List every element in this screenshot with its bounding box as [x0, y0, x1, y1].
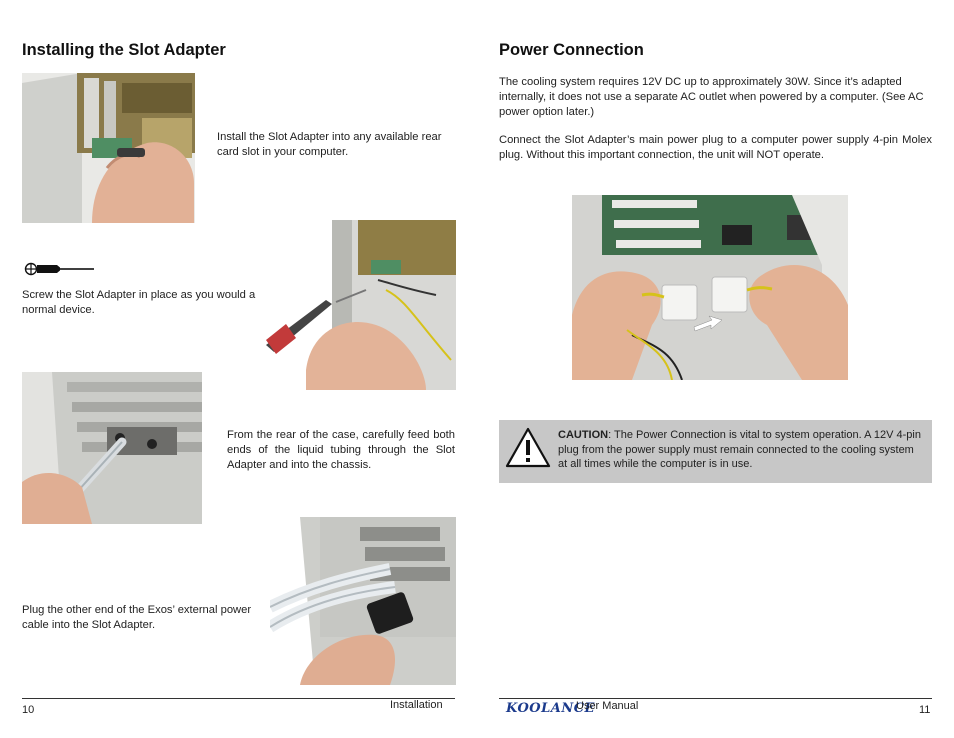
photo-feed-tubing	[22, 372, 202, 524]
photo-molex-connection	[572, 195, 848, 380]
caution-body: : The Power Connection is vital to system operation. A 12V 4-pin plug from the power supply must remain connected to the cooling system at all times while the computer is in use.	[558, 429, 921, 471]
left-page-number: 10	[22, 704, 35, 716]
koolance-logo: KOOLANCE	[506, 701, 595, 716]
screwdriver-icon	[24, 262, 94, 281]
step-1-text: Install the Slot Adapter into any available rear card slot in your computer.	[217, 131, 442, 158]
photo-install-slot-adapter	[22, 73, 195, 223]
photo-plug-power-cable	[270, 517, 456, 685]
step-3-text: From the rear of the case, carefully feed both ends of the liquid tubing through the Slot Adapter and into the chassis.	[227, 429, 455, 471]
warning-triangle-icon	[505, 426, 551, 473]
photo-screw-slot-adapter	[266, 220, 456, 390]
right-page-title: Power Connection	[499, 41, 644, 59]
right-footer-rule	[499, 698, 932, 699]
caution-label: CAUTION	[558, 429, 609, 441]
power-paragraph-1: The cooling system requires 12V DC up to approximately 30W. Since it’s adapted internally, it does not use a separate AC outlet when powered by a computer. (See AC power option later.)	[499, 76, 924, 118]
left-page-title: Installing the Slot Adapter	[22, 41, 226, 59]
caution-box	[499, 420, 932, 483]
power-paragraph-2: Connect the Slot Adapter’s main power plug to a computer power supply 4-pin Molex plug. Without this important connection, the unit will NOT operate.	[499, 134, 932, 161]
right-footer-section: User Manual	[576, 700, 639, 712]
left-footer-section: Installation	[390, 699, 443, 711]
step-2-text: Screw the Slot Adapter in place as you would a normal device.	[22, 289, 256, 316]
right-page-number: 11	[919, 704, 931, 716]
caution-text	[558, 428, 926, 472]
step-4-text: Plug the other end of the Exos’ external power cable into the Slot Adapter.	[22, 604, 252, 631]
